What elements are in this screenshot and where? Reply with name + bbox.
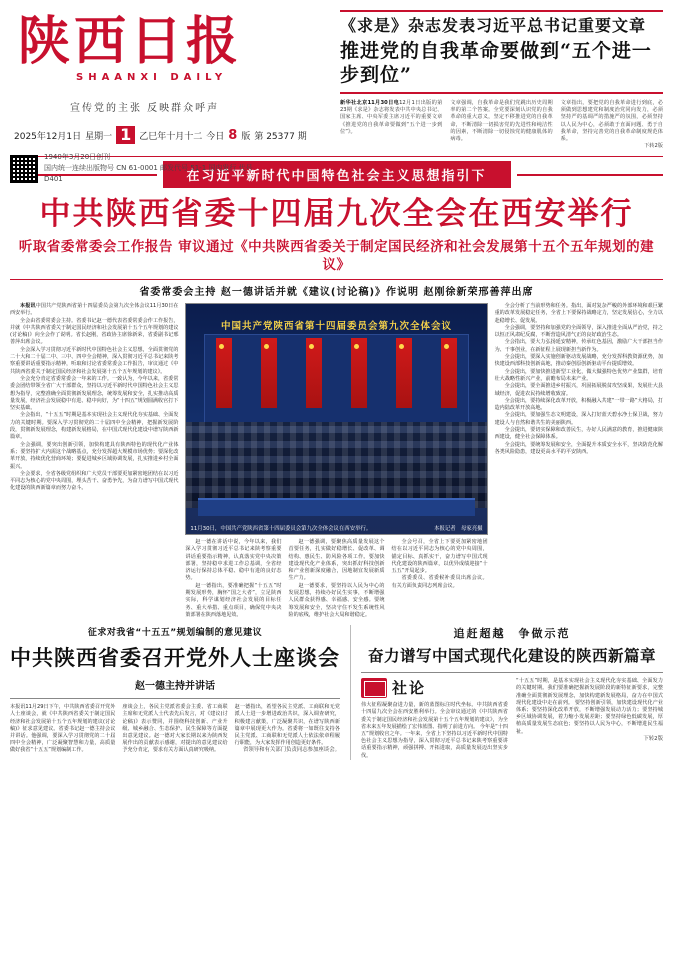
photo-flags [216, 338, 456, 422]
today-page-number: 1 [116, 126, 135, 144]
editorial-col-1 [361, 678, 508, 760]
paragraph-text: 全会强调，要突出创新引领，加快构建具有陕西特色的现代化产业体系；要坚持扩大内需这个战略基点，充分发挥超大规模市场优势；要深化改革开放，持续优化营商环境；要促进城乡区域协调发展，扎实推进乡村全面振兴。 [10, 441, 179, 470]
paragraph-text: 全会由省委常委会主持。省委书记赵一德代表省委常委会作工作报告，并就《中共陕西省委关于制定国民经济和社会发展第十五个五年规划的建议(讨论稿)》向全会作了说明。省长赵刚，省政协主席徐新荣，省委副书记邢善萍出席会议。 [10, 317, 179, 346]
center-col-3 [392, 539, 488, 619]
masthead-col-2 [450, 100, 552, 150]
photo-footer [190, 524, 482, 532]
paragraph-text: 全会指出，要大力弘扬延安精神，传承红色基因，激励广大干部担当作为、干事创业，在新征程上展现新担当新作为。 [494, 339, 663, 353]
paragraph [495, 369, 663, 384]
section-subhead: 听取省委常委会工作报告 审议通过《中共陕西省委关于制定国民经济和社会发展第十五个五年规划的建议》 [18, 239, 655, 273]
bottom-left-article [10, 625, 340, 760]
paragraph [185, 539, 281, 583]
photo-caption: 11月30日，中国共产党陕西省第十四届委员会第九次全体会议在西安举行。 [190, 526, 372, 532]
newspaper-title: 陕西日报 [18, 11, 243, 72]
paragraph-text: 全会号召，全省上下要更加紧密地团结在以习近平同志为核心的党中央周围，锚定目标、真抓实干，奋力谱写中国式现代化建设的陕西篇章，以优异成绩迎接“十五五”开局起步。 [391, 539, 488, 575]
founded-note: 1940年3月20日创刊 [44, 153, 111, 161]
flag-icon [306, 338, 322, 408]
subhead-rule [10, 279, 663, 280]
article-column-left [10, 303, 178, 619]
dateline-left: 本报讯 [20, 303, 36, 309]
qr-code-icon[interactable] [10, 155, 38, 183]
page-count: 8 [228, 127, 238, 143]
photo-banner-text: 中国共产党陕西省第十四届委员会第九次全体会议 [220, 321, 452, 332]
paragraph [495, 383, 663, 398]
main-headline: 推进党的自我革命要做到“五个进一步到位” [340, 40, 652, 86]
editorial-col-2 [516, 678, 663, 760]
masthead-col-3 [561, 100, 663, 150]
center-col-2 [288, 539, 384, 619]
editorial-rule [361, 672, 663, 673]
editorial-columns [361, 678, 663, 760]
bottom-right-editorial [361, 625, 663, 760]
bottom-left-kicker: 征求对我省“十五五”规划编制的意见建议 [87, 628, 263, 639]
paragraph [495, 427, 663, 442]
paragraph-text: 全会提出，要持续深化改革开放，积极融入共建“一带一路”大格局，打造内陆改革开放高地。 [494, 397, 663, 412]
paragraph [10, 412, 178, 441]
jump-note-masthead: 下转2版 [644, 143, 663, 150]
bottom-left-end-note: 省领导和有关部门负责同志参加座谈会。 [242, 747, 340, 754]
meeting-photo [185, 303, 487, 535]
bottom-left-columns [10, 704, 340, 754]
today-label: 今日 [206, 131, 225, 142]
bottom-vertical-divider [350, 625, 351, 760]
newspaper-pinyin: SHAANXI DAILY [76, 72, 228, 83]
flag-icon [441, 338, 457, 408]
center-text-columns [185, 539, 487, 619]
main-article-area [10, 303, 663, 619]
section-headline: 中共陕西省委十四届九次全会在西安举行 [39, 196, 634, 232]
distribution-code: D401 [44, 175, 63, 183]
bottom-left-rule [10, 698, 340, 699]
masthead-codes [10, 152, 328, 185]
paragraph-text: 省委委员、省委候补委员出席会议。有关方面负责同志列席会议。 [391, 575, 488, 589]
paragraph [288, 539, 384, 583]
paragraph-text: 全会提出，要加强生态文明建设，深入打好蓝天碧水净土保卫战，努力建设人与自然和谐共生的美丽陕西。 [494, 412, 663, 426]
paragraph [392, 575, 488, 590]
masthead-article-columns [340, 100, 663, 150]
paragraph [10, 318, 178, 347]
issue-weekday: 星期一 [85, 131, 113, 142]
paragraph-text: 11月29日下午，中共陕西省委召开党外人士座谈会，就《中共陕西省委关于制定国民经济和社会发展第十五个五年规划的建议(讨论稿)》征求意见建议。省委书记赵一德主持会议并讲话。他强调，要深入学习贯彻党的二十届四中全会精神，广泛凝聚智慧和力量，高质量做好我省“十五五”规划编制工作。 [10, 704, 116, 754]
flag-icon [396, 338, 412, 408]
issue-number: 第 25377 期 [254, 131, 307, 142]
paragraph [10, 347, 178, 376]
headline-divider [340, 92, 663, 94]
dateline-bottom-left: 本报讯 [10, 704, 26, 711]
paragraph-text: 全会提出，要全面推进乡村振兴，巩固拓展脱贫攻坚成果，发展壮大县域经济，促进农民持续增收致富。 [494, 383, 663, 397]
paragraph-text: 全会提出，要加快推进新型工业化，做大做强特色优势产业集群，培育壮大战略性新兴产业，前瞻布局未来产业。 [494, 368, 663, 382]
paragraph-text: 全会要求，全省各级党组织和广大党员干部要更加紧密地团结在以习近平同志为核心的党中央周围，埋头苦干、奋勇争先，为奋力谱写中国式现代化建设的陕西新篇章而努力奋斗。 [10, 470, 179, 492]
bottom-section [10, 625, 663, 760]
masthead-left [10, 8, 328, 185]
paragraph [495, 339, 663, 354]
issue-lunar: 乙巳年十月十二 [139, 131, 203, 142]
paragraph-text: 赵一德强调，要聚焦高质量发展这个首要任务，扎实做好稳增长、促改革、调结构、惠民生、防风险各项工作。要加快建设现代化产业体系，突出抓好科技创新和产业创新深度融合，因地制宜发展新质生产力。 [288, 539, 385, 582]
paragraph-text: 全会深入学习贯彻习近平新时代中国特色社会主义思想，全面贯彻党的二十大和二十届二中、三中、四中全会精神，深入贯彻习近平总书记来陕考察重要讲话重要指示精神，听取和讨论省委常委会工作报告，审议通过《中共陕西省委关于制定国民经济和社会发展第十五个五年规划的建议》。 [10, 346, 179, 375]
top-divider [340, 10, 663, 12]
imprint-lines [44, 152, 253, 185]
flag-icon [216, 338, 232, 408]
center-col-1 [185, 539, 281, 619]
editorial-kicker: 追赶超越 争做示范 [453, 627, 571, 641]
paragraph-text: 全会充分肯定省委常委会一年来的工作。一致认为，今年以来，省委常委会团结带领全省广大干部群众，坚持以习近平新时代中国特色社会主义思想为指导，完整准确全面贯彻新发展理念，统筹发展和安全，扎实推动高质量发展，经济社会发展稳中有进、稳中向好，为“十四五”规划圆满收官打下坚实基础。 [10, 375, 179, 412]
masthead-right [328, 8, 663, 150]
banner-text: 在习近平新时代中国特色社会主义思想指引下 [163, 161, 511, 188]
paragraph [495, 442, 663, 457]
paragraph-text: 全会提出，要深入实施创新驱动发展战略，充分发挥科教资源优势，加快建设西部科技创新高地，推动秦创原创新驱动平台提质增效。 [494, 354, 663, 368]
newspaper-slogan: 宣传党的主张 反映群众呼声 [70, 103, 220, 114]
paragraph-text: 座谈会上，各民主党派省委会主委、省工商联主席和无党派人士代表先后发言，对《建议(讨论稿)》表示赞同，并围绕科技创新、产业升级、城乡融合、生态保护、民生保障等方面提出意见建议。赵一德对大家长期以来为陕西发展作出的贡献表示感谢，对提出的意见建议给予充分肯定，要求有关方面认真研究吸纳。 [122, 704, 228, 754]
bottom-left-headline: 中共陕西省委召开党外人士座谈会 [10, 645, 340, 671]
serial-note: 国内统一连续出版物号 CN 61-0001 邮发代号 51-1 国内发行 代号 [44, 164, 253, 172]
banner-rule-right [517, 174, 664, 176]
paragraph [495, 303, 663, 325]
paragraph [495, 398, 663, 413]
flag-icon [261, 338, 277, 408]
paragraph [10, 303, 178, 318]
photo-audience [186, 422, 486, 508]
article-column-center [185, 303, 487, 619]
masthead-col-1 [340, 100, 442, 150]
bottom-left-col-2 [122, 704, 227, 754]
paragraph-text: 今年是“十四五”规划收官之年。一年来，全省上下坚持以习近平新时代中国特色社会主义思想为指导，深入贯彻习近平总书记来陕考察重要讲话重要指示精神，顽强拼搏、开拓进取，高质量发展迈出坚实步伐。 [361, 723, 508, 759]
bottom-left-col-1 [10, 704, 115, 754]
paragraph [495, 354, 663, 369]
masthead-col-3-text: 文章指出，要把党的自我革命进行到底，必须做到思想建党和制度治党同向发力，必须坚持严的基调严的措施严的氛围，必须坚持以人民为中心，必须敢于直面问题、勇于自我革命，坚持完善党的自我革命制度规范体系。 [560, 100, 663, 143]
paragraph-text: 全会提出，要切实保障和改善民生，办好人民满意的教育，推进健康陕西建设，健全社会保障体系。 [494, 427, 663, 441]
paragraph-text: 赵一德要求，要坚持以人民为中心的发展思想，持续办好民生实事，不断增强人民群众获得感、幸福感、安全感。要统筹发展和安全，坚决守住不发生系统性风险的底线，维护社会大局和谐稳定。 [288, 582, 385, 618]
paragraph [495, 412, 663, 427]
paragraph-text: 赵一德指出，希望各民主党派、工商联和无党派人士进一步增进政治共识，深入调查研究，积极建言献策，广泛凝聚共识，在谱写陕西新篇章中展现更大作为。省委将一如既往支持各民主党派、工商联和无党派人士依法依章程履行职能，为大家发挥作用创造更好条件。 [234, 704, 340, 747]
paragraph-text: 全会强调，要坚持和加强党的全面领导，深入推进全面从严治党，持之以恒正风肃纪反腐，不断营造风清气正的良好政治生态。 [494, 324, 663, 339]
photo-front-desk [198, 498, 474, 516]
paragraph-text: 全会分析了当前形势和任务。指出，面对复杂严峻的外部环境和艰巨繁重的改革发展稳定任务，全省上下要保持战略定力，坚定发展信心，全力以赴稳增长、促发展。 [494, 303, 663, 324]
paragraph [10, 471, 178, 493]
editorial-badge-label: 社论 [392, 678, 427, 697]
paragraph-text: 伟大征程凝聚奋进力量，新的蓝图标注时代坐标。中共陕西省委十四届九次全会在西安胜利举行。全会审议通过的《中共陕西省委关于制定国民经济和社会发展第十五个五年规划的建议》，为全省未来五年发展描绘了宏伟蓝图、指明了前进方向。 [361, 702, 508, 730]
paragraph [392, 539, 488, 575]
paragraph-text: 赵一德指出，要准确把握“十五五”时期发展形势，胸怀“国之大者”，立足陕西实际，科学谋划经济社会发展的目标任务、重大举措、重点项目，确保党中央决策部署在陕西落地见效。 [185, 582, 282, 618]
paragraph-text: 全会指出，“十五五”时期是基本实现社会主义现代化夯实基础、全面发力的关键时期。要深入学习贯彻党的二十届四中全会精神，把握新发展阶段，贯彻新发展理念，构建新发展格局，在中国式现代化建设中谱写陕西新篇章。 [10, 412, 179, 441]
paragraph [288, 583, 384, 619]
editorial-end-note: 下转2版 [643, 735, 663, 742]
dateline: 新华社北京11月30日电 [340, 100, 400, 106]
editorial-badge [361, 678, 508, 698]
paragraph [10, 442, 178, 471]
paragraph-text: “十五五”时期，是基本实现社会主义现代化夯实基础、全面发力的关键时期。我们要准确把握新发展阶段的新特征新要求，完整准确全面贯彻新发展理念，加快构建新发展格局，奋力在中国式现代化建设中走在前列。 [516, 678, 663, 706]
photo-credit: 本报记者 母家亮摄 [434, 526, 483, 532]
page-unit: 版 [241, 131, 251, 142]
masthead-col-1-text: 12月1日出版的第23期《求是》杂志将发表中共中央总书记、国家主席、中央军委主席习近平的重要文章《推进党的自我革命要做到“五个进一步到位”》。 [340, 100, 443, 135]
paragraph-text: 全会提出，要统筹发展和安全，全面提升本质安全水平，坚决防范化解各类风险隐患，建设更高水平的平安陕西。 [494, 441, 663, 455]
flag-icon [351, 338, 367, 408]
editorial-headline: 奋力谱写中国式现代化建设的陕西新篇章 [367, 646, 656, 666]
editorial-seal-icon [361, 678, 387, 698]
section-subhead-2: 省委常委会主持 赵一德讲话并就《建议(讨论稿)》作说明 赵刚徐新荣邢善萍出席 [139, 287, 534, 298]
issue-info [10, 126, 328, 144]
paragraph [495, 325, 663, 340]
lead-headline: 《求是》杂志发表习近平总书记重要文章 [340, 16, 647, 35]
bottom-left-col-3 [235, 704, 340, 754]
bottom-left-byline: 赵一德主持并讲话 [135, 681, 215, 693]
article-column-right [495, 303, 663, 619]
paragraph [185, 583, 281, 619]
masthead-col-2-text: 文章强调，自我革命是我们党跳出历史周期率的第二个答案。全党要深刻认识党的自我革命的重大意义，坚定不移推进党的自我革命，不断清除一切损害党的先进性和纯洁性的因素，不断清除一切侵蚀党的健康肌体的病毒。 [450, 100, 553, 143]
paragraph [10, 376, 178, 412]
issue-date: 2025年12月1日 [14, 131, 82, 142]
paragraph-text: 中国共产党陕西省第十四届委员会第九次全体会议11月30日在西安举行。 [10, 303, 179, 317]
paragraph-text: 要坚持创新引领，加快建设现代化产业体系；要坚持深化改革开放，不断增强发展动力活力；要坚持城乡区域协调发展，着力缩小发展差距；要坚持绿色低碳发展，厚植高质量发展生态底色；要坚持以人民为中心，不断增进民生福祉。 [516, 699, 663, 735]
paragraph-text: 赵一德在讲话中说，今年以来，我们深入学习贯彻习近平总书记来陕考察重要讲话重要指示精神，认真落实党中央决策部署，坚持稳中求进工作总基调，全省经济运行保持总体平稳、稳中有进的良好态势。 [185, 539, 282, 582]
